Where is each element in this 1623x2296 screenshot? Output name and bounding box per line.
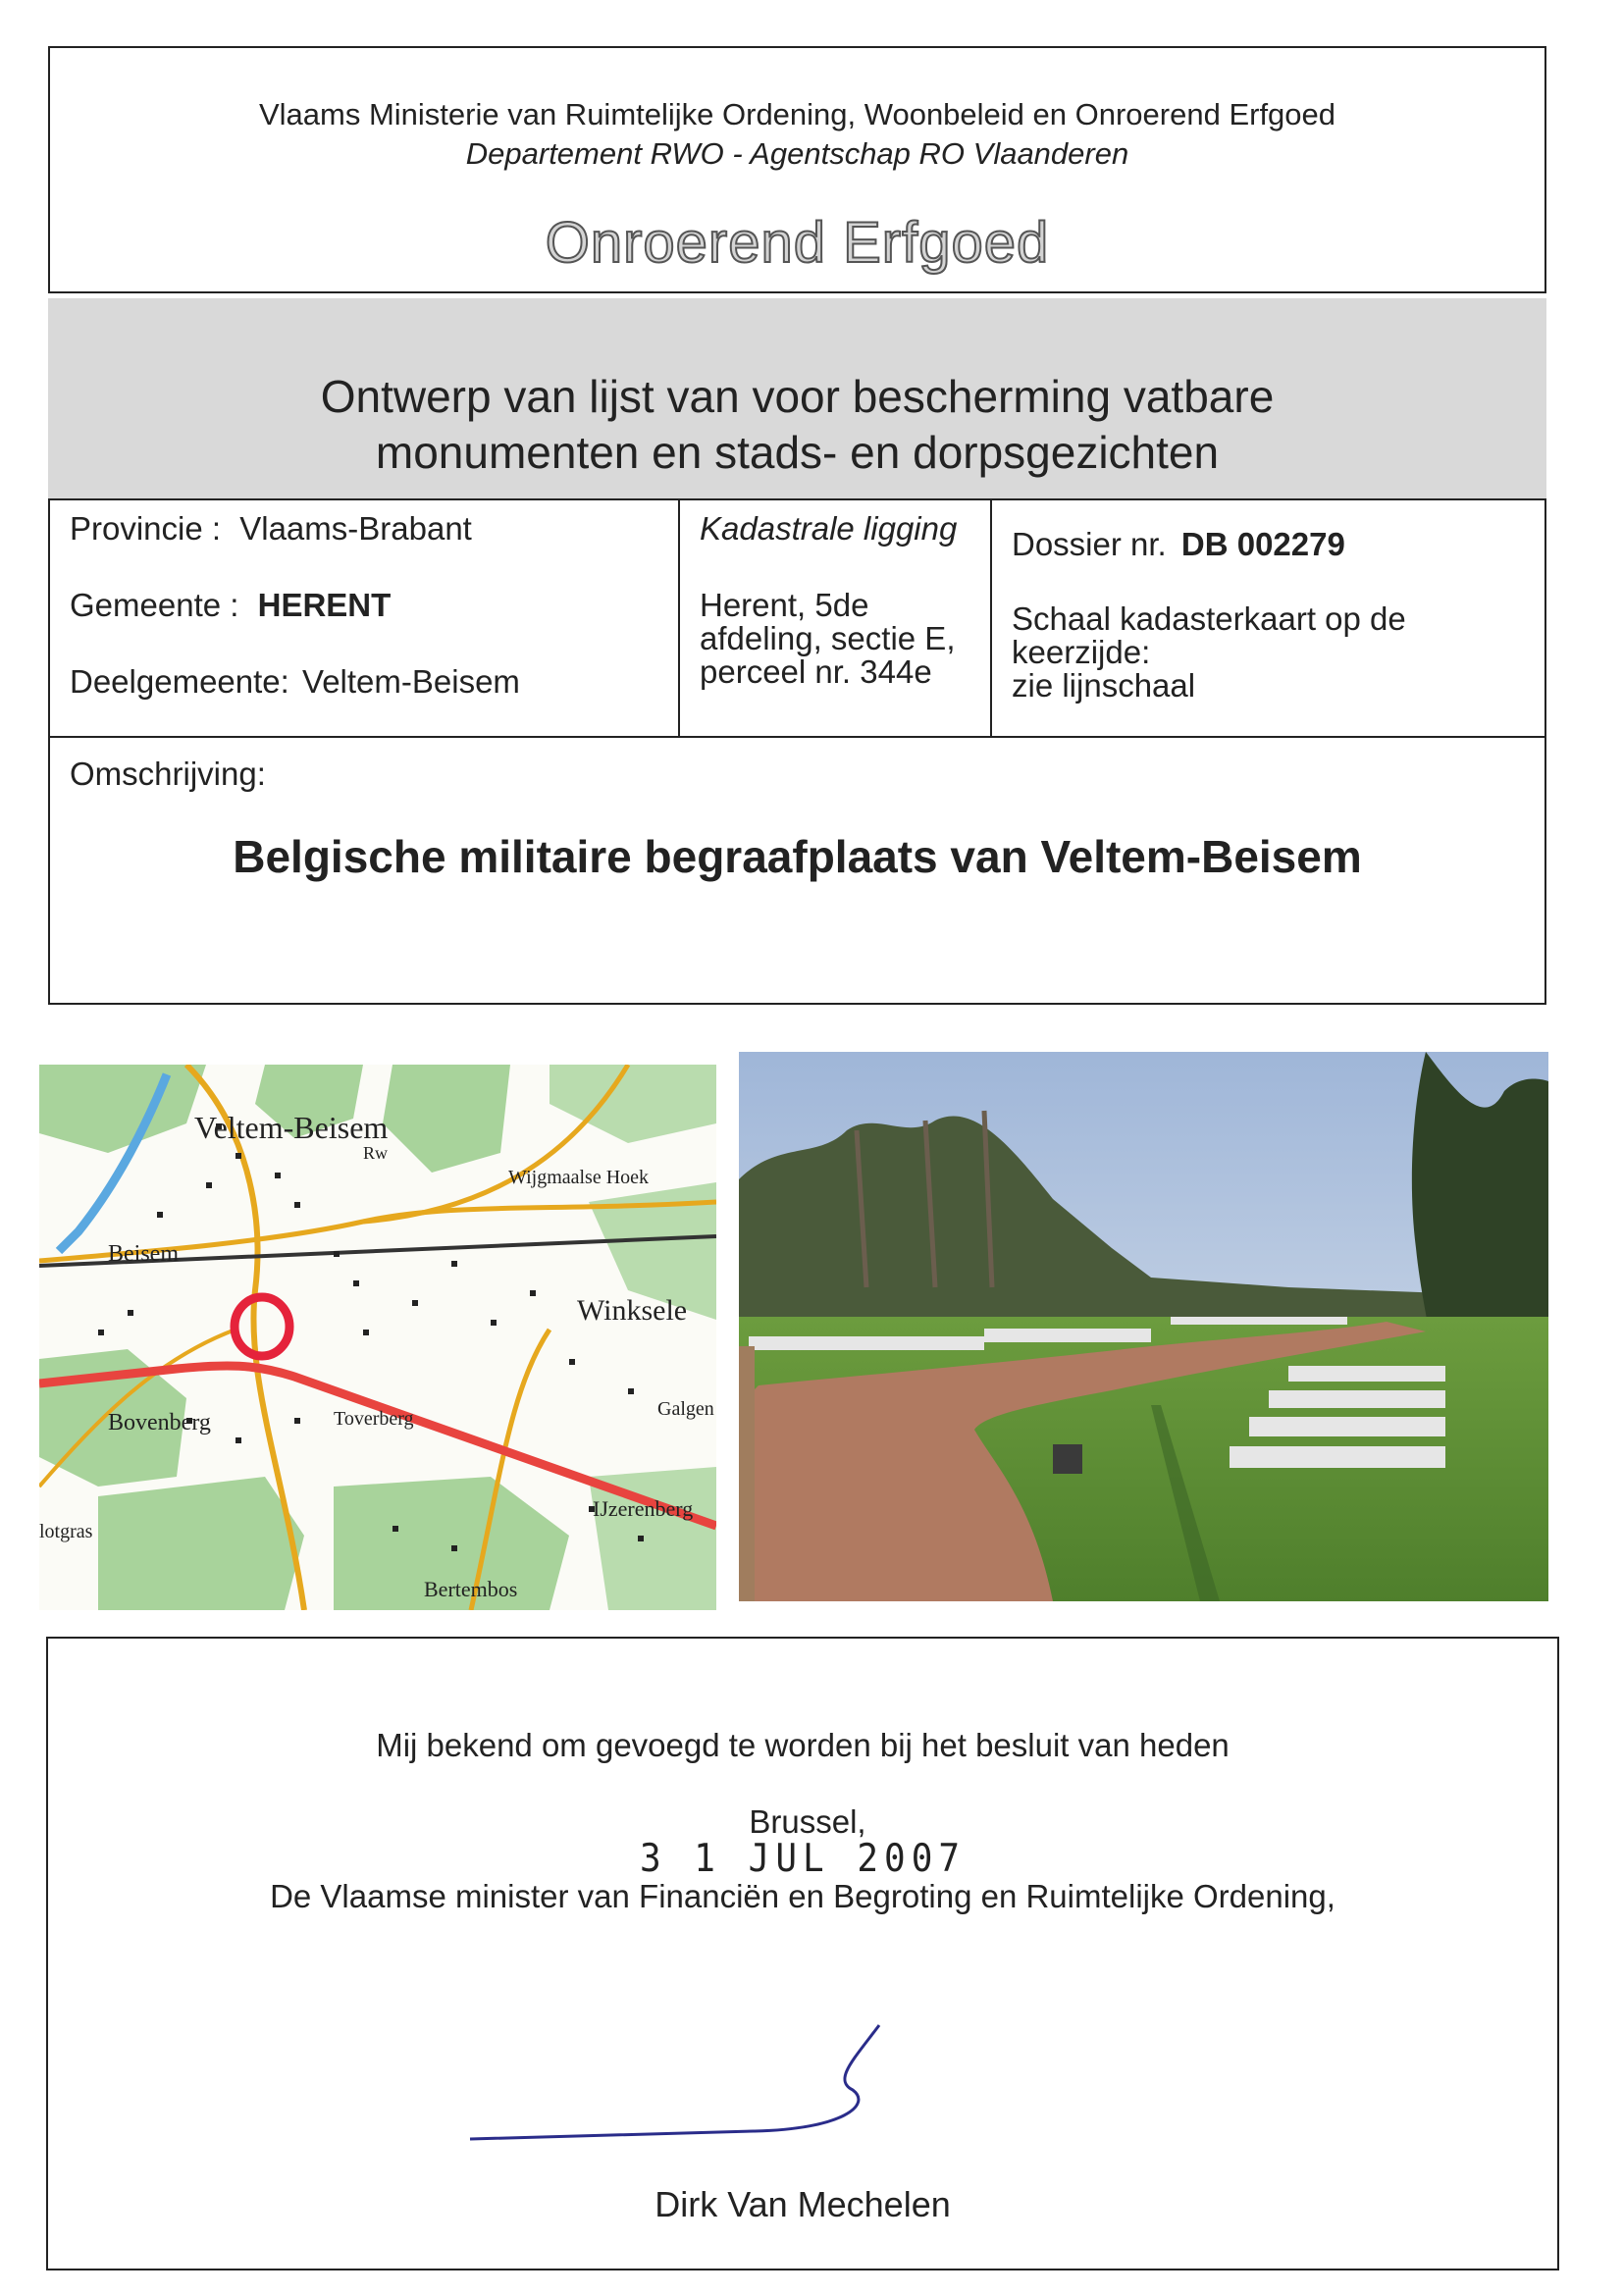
schaal-line1: Schaal kadasterkaart op de [1012,600,1406,637]
map-label-beisem: Beisem [108,1241,179,1267]
map-label-rw: Rw [363,1143,389,1163]
monument-title: Belgische militaire begraafplaats van Veltem-Beisem [233,831,1362,882]
map-label-toverberg: Toverberg [334,1408,414,1430]
provincie-value: Vlaams-Brabant [239,510,472,547]
kadastrale-value [700,589,956,689]
kadastrale-line1: Herent, 5de [700,587,869,623]
column-divider [678,500,680,736]
location-map [39,1065,716,1610]
map-label-lotgras: lotgras [39,1521,93,1542]
deelgemeente-label: Deelgemeente: [70,663,289,700]
kadastrale-line3: perceel nr. 344e [700,653,932,690]
heritage-title: Onroerend Erfgoed [545,211,1050,275]
cemetery-photo [739,1052,1548,1601]
approval-city: Brussel, [749,1803,866,1840]
kadastrale-line2: afdeling, sectie E, [700,620,956,656]
deelgemeente-value: Veltem-Beisem [302,663,520,700]
document-title-line1: Ontwerp van lijst van voor bescherming vatbare [320,371,1275,422]
approval-statement: Mij bekend om gevoegd te worden bij het besluit van heden [376,1727,1230,1763]
map-label-veltem: Veltem-Beisem [194,1110,389,1145]
dossier-label: Dossier nr. [1012,526,1167,562]
gemeente-row [70,589,391,622]
map-label-bovenberg: Bovenberg [108,1410,211,1435]
dossier-number: DB 002279 [1180,526,1345,562]
approval-box [46,1637,1559,2270]
column-divider [990,500,992,736]
provincie-label: Provincie : [70,510,222,547]
description-box [48,736,1546,1005]
map-label-wijgmaalse-hoek: Wijgmaalse Hoek [508,1167,650,1188]
handwritten-signature [460,2021,951,2149]
gemeente-value: HERENT [257,587,392,623]
map-label-winksele: Winksele [577,1294,688,1327]
header-box [48,46,1546,293]
deelgemeente-row [70,665,520,699]
dossier-row [1012,528,1345,561]
description-label: Omschrijving: [70,756,266,792]
info-table [48,498,1546,738]
document-title [48,369,1546,481]
map-label-galgen: Galgen [657,1398,714,1420]
document-title-line2: monumenten en stads- en dorpsgezichten [375,427,1220,478]
schaal-line2: keerzijde: [1012,634,1151,670]
gemeente-label: Gemeente : [70,587,239,623]
provincie-row [70,512,472,546]
date-stamp: 3 1 JUL 2007 [639,1836,967,1882]
schaal-line3: zie lijnschaal [1012,667,1196,704]
map-label-ijzerenberg: IJzerenberg [593,1496,694,1521]
schaal-text [1012,602,1406,703]
title-band [48,298,1546,498]
ministry-name: Vlaams Ministerie van Ruimtelijke Ordening, Woonbeleid en Onroerend Erfgoed [258,97,1336,131]
minister-title: De Vlaamse minister van Financiën en Begroting en Ruimtelijke Ordening, [270,1878,1335,1914]
photo-graphic [739,1052,1548,1601]
department-name: Departement RWO - Agentschap RO Vlaanderen [465,136,1129,171]
kadastrale-label: Kadastrale ligging [700,510,958,547]
map-label-bertembos: Bertembos [424,1577,518,1601]
minister-name: Dirk Van Mechelen [654,2184,951,2224]
